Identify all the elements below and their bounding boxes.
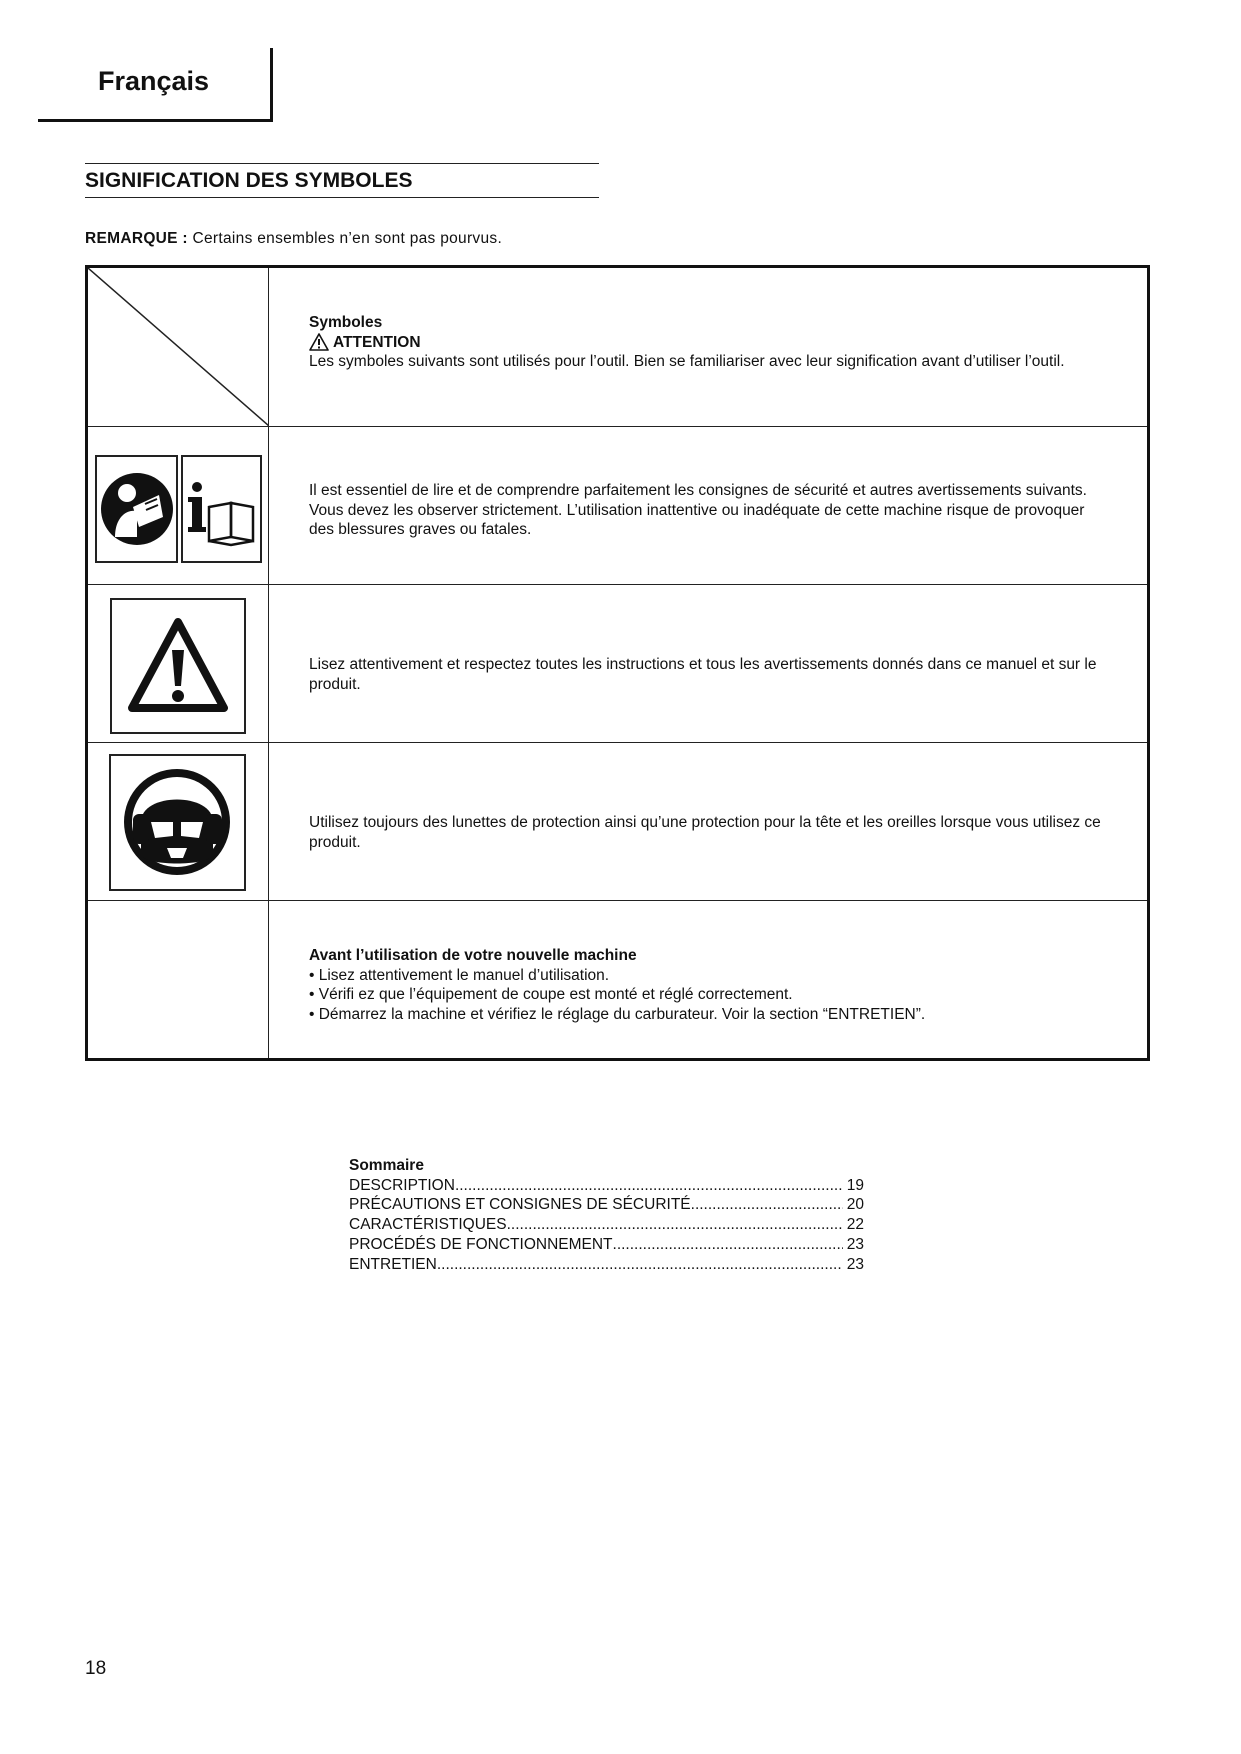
- list-item: • Lisez attentivement le manuel d’utilisation.: [309, 966, 610, 984]
- toc-entry[interactable]: [349, 1215, 864, 1235]
- read-manual-icon: [95, 455, 178, 563]
- row-text: [309, 313, 1107, 372]
- list-item: • Vérifi ez que l’équipement de coupe est monté et réglé correctement.: [309, 986, 793, 1003]
- toc-entry-page: 19: [846, 1176, 864, 1194]
- section-title: SIGNIFICATION DES SYMBOLES: [85, 169, 413, 192]
- toc-entry-page: 23: [846, 1235, 864, 1253]
- remark-label: REMARQUE :: [85, 230, 188, 247]
- remark-text: Certains ensembles n’en sont pas pourvus.: [192, 230, 503, 247]
- toc-entry-label: ENTRETIEN: [349, 1255, 437, 1273]
- page-number: 18: [85, 1658, 107, 1679]
- table-row: [88, 268, 1147, 426]
- list-item: • Démarrez la machine et vérifiez le réglage du carburateur. Voir la section “ENTRETIEN”.: [309, 1005, 926, 1023]
- toc-leader: [691, 1195, 843, 1215]
- toc-leader: [613, 1235, 843, 1255]
- icon-cell: [88, 427, 269, 584]
- row-text: Lisez attentivement et respectez toutes les instructions et tous les avertissements donnés dans ce manuel et sur le produit.: [309, 656, 1097, 693]
- toc-entry[interactable]: [349, 1255, 864, 1275]
- toc-entry[interactable]: [349, 1176, 864, 1196]
- icon-cell: [88, 585, 269, 742]
- attention-label: ATTENTION: [333, 333, 421, 351]
- toc-entry-page: 22: [846, 1216, 864, 1234]
- row-text: Utilisez toujours des lunettes de protection ainsi qu’une protection pour la tête et les oreilles lorsque vous utilisez ce produit.: [309, 814, 1101, 851]
- before-use-heading: Avant l’utilisation de votre nouvelle machine: [309, 947, 637, 964]
- attention-warning-icon: [309, 333, 329, 351]
- symbol-table: [85, 265, 1150, 1061]
- warning-triangle-icon: [110, 598, 246, 734]
- diagonal-line: [88, 268, 269, 426]
- toc-entry-label: PRÉCAUTIONS ET CONSIGNES DE SÉCURITÉ: [349, 1196, 691, 1214]
- remark-note: [85, 230, 502, 248]
- toc-leader: [455, 1176, 843, 1196]
- toc-leader: [507, 1215, 843, 1235]
- icon-cell: [88, 743, 269, 900]
- language-label: Français: [98, 66, 210, 96]
- table-row: [88, 900, 1147, 1058]
- toc-entry-label: CARACTÉRISTIQUES: [349, 1216, 507, 1234]
- toc-entry-label: PROCÉDÉS DE FONCTIONNEMENT: [349, 1235, 613, 1253]
- toc-entry-label: DESCRIPTION: [349, 1176, 455, 1194]
- table-row: [88, 584, 1147, 742]
- head-eye-ear-protection-icon: [109, 754, 246, 891]
- info-book-icon: [181, 455, 262, 563]
- symbols-description: Les symboles suivants sont utilisés pour l’outil. Bien se familiariser avec leur signification avant d’utiliser l’outil.: [309, 353, 1065, 370]
- table-of-contents: [349, 1156, 864, 1274]
- table-row: [88, 426, 1147, 584]
- table-row: [88, 742, 1147, 900]
- toc-title: Sommaire: [349, 1157, 424, 1174]
- row-text: Il est essentiel de lire et de comprendre parfaitement les consignes de sécurité et autres avertissements suivants. Vous devez les observer strictement. L’utilisation inattentive ou inadéquate de cette machine risque de provoquer des blessures graves ou fatales.: [309, 482, 1087, 538]
- toc-entry-page: 20: [846, 1196, 864, 1214]
- toc-entry[interactable]: [349, 1235, 864, 1255]
- toc-entry-page: 23: [846, 1255, 864, 1273]
- section-title-bar: [85, 163, 599, 198]
- row-text: [309, 946, 1107, 1024]
- symbols-heading: Symboles: [309, 314, 383, 331]
- language-tab: [38, 48, 273, 122]
- empty-icon-cell: [88, 901, 269, 1058]
- toc-leader: [437, 1255, 843, 1275]
- empty-diagonal-cell: [88, 268, 269, 426]
- toc-entry[interactable]: [349, 1195, 864, 1215]
